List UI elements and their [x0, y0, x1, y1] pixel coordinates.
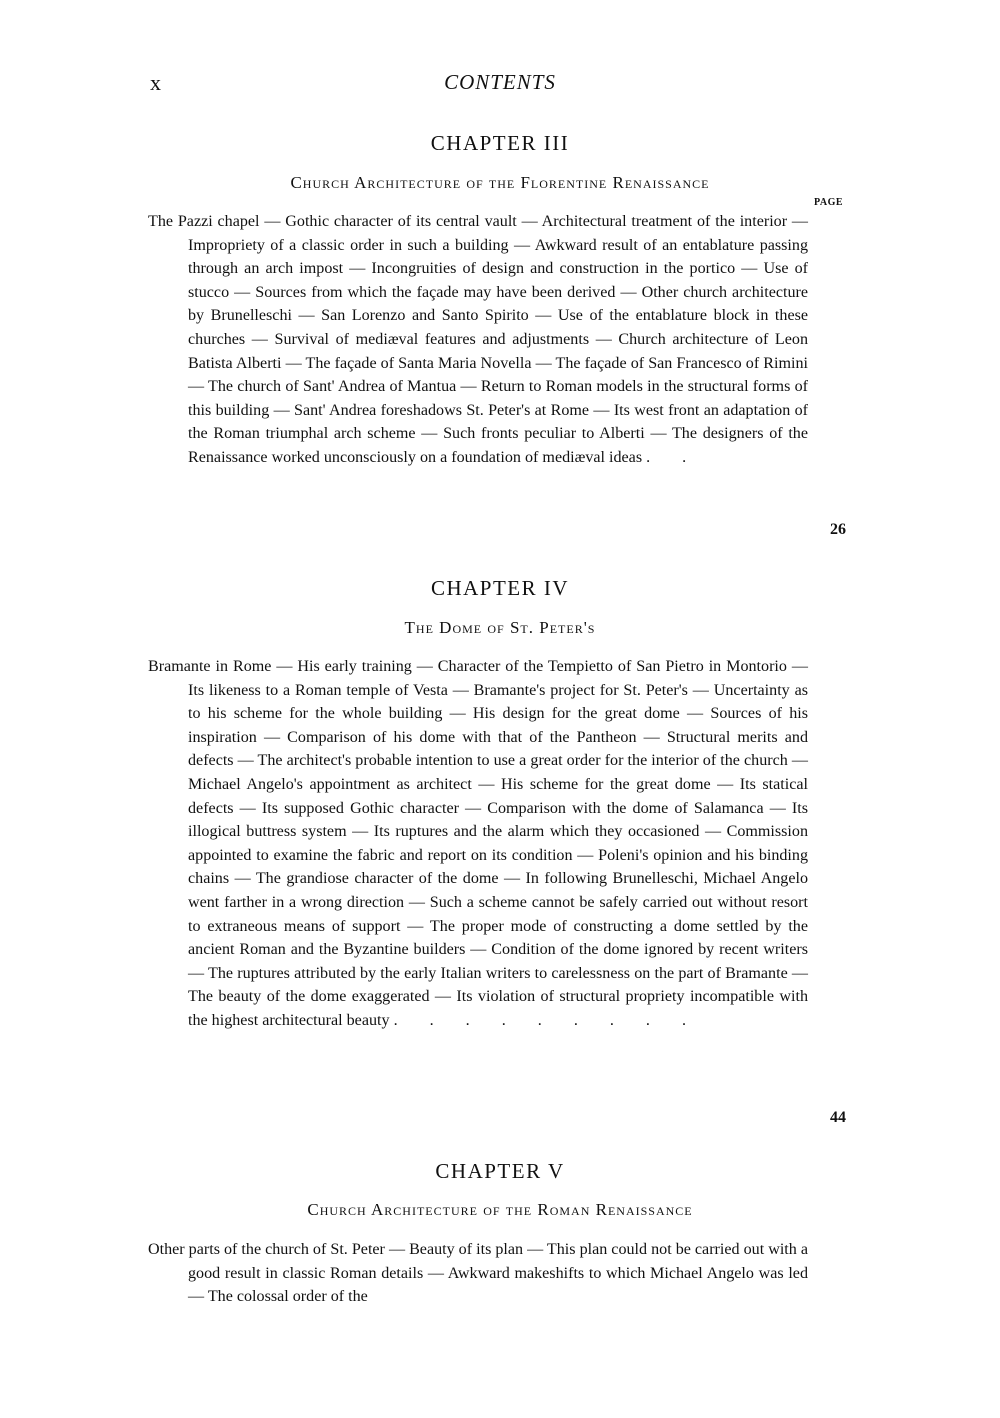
chapter-5-summary-text: Other parts of the church of St. Peter — Beauty of its plan — This plan could not be carried out with a good result in classic Roman details — Awkward makeshifts to which Michael Angelo was led — The colossal order of the — [148, 1241, 808, 1306]
page-folio: x — [150, 70, 161, 95]
chapter-5-heading: CHAPTER V — [435, 1159, 565, 1183]
chapter-3-page-number: 26 — [830, 521, 846, 538]
chapter-4-summary — [148, 655, 808, 1033]
chapter-3-leader: . . — [646, 448, 701, 466]
chapter-4-heading: CHAPTER IV — [430, 576, 570, 600]
chapter-5-title: Church Architecture of the Roman Renaissance — [307, 1200, 693, 1219]
chapter-3-summary — [148, 210, 808, 470]
chapter-3-title: Church Architecture of the Florentine Renaissance — [290, 173, 710, 192]
chapter-3-summary-text: The Pazzi chapel — Gothic character of its central vault — Architectural treatment of the interior — Impropriety of a classic order in such a building — Awkward result of an entablature passing through an arch impost — Incongruities of design and construction in the portico — Use of stucco — Sources from which the façade may have been derived — Other church architecture by Brunelleschi — San Lorenzo and Santo Spirito — Use of the entablature block in these churches — Survival of mediæval features and adjustments — Church architecture of Leon Batista Alberti — The façade of Santa Maria Novella — The façade of San Francesco of Rimini — The church of Sant' Andrea of Mantua — Return to Roman models in the structural forms of this building — Sant' Andrea foreshadows St. Peter's at Rome — Its west front an adaptation of the Roman triumphal arch scheme — Such fronts peculiar to Alberti — The designers of the Renaissance worked unconsciously on a foundation of mediæval ideas — [148, 213, 808, 466]
chapter-4-page-number: 44 — [830, 1109, 846, 1126]
chapter-5-summary — [148, 1238, 808, 1309]
chapter-4-summary-text: Bramante in Rome — His early training — Character of the Tempietto of San Pietro in Montorio — Its likeness to a Roman temple of Vesta — Bramante's project for St. Peter's — Uncertainty as to his scheme for the whole building — His design for the great dome — Sources of his inspiration — Comparison of his dome with that of the Pantheon — Structural merits and defects — The architect's probable intention to use a great order for the interior of the church — Michael Angelo's appointment as architect — His scheme for the great dome — Its statical defects — Its supposed Gothic character — Comparison with the dome of Salamanca — Its illogical buttress system — Its ruptures and the alarm which they occasioned — Commission appointed to examine the fabric and report on its condition — Poleni's opinion and his binding chains — The grandiose character of the dome — In following Brunelleschi, Michael Angelo went farther in a wrong direction — Such a scheme cannot be safely carried out without resort to extraneous means of support — The proper mode of constructing a dome settled by the ancient Roman and the Byzantine builders — Condition of the dome ignored by recent writers — The ruptures attributed by the early Italian writers to carelessness on the part of Bramante — The beauty of the dome exaggerated — Its violation of structural propriety incompatible with the highest architectural beauty — [148, 658, 808, 1029]
chapter-3-heading: CHAPTER III — [430, 131, 570, 155]
chapter-4-leader: . . . . . . . . . — [393, 1011, 700, 1029]
running-head — [148, 70, 852, 100]
chapter-4-title: The Dome of St. Peter's — [404, 618, 596, 637]
running-head-title: CONTENTS — [444, 70, 556, 94]
page-column-label: PAGE — [814, 197, 844, 208]
